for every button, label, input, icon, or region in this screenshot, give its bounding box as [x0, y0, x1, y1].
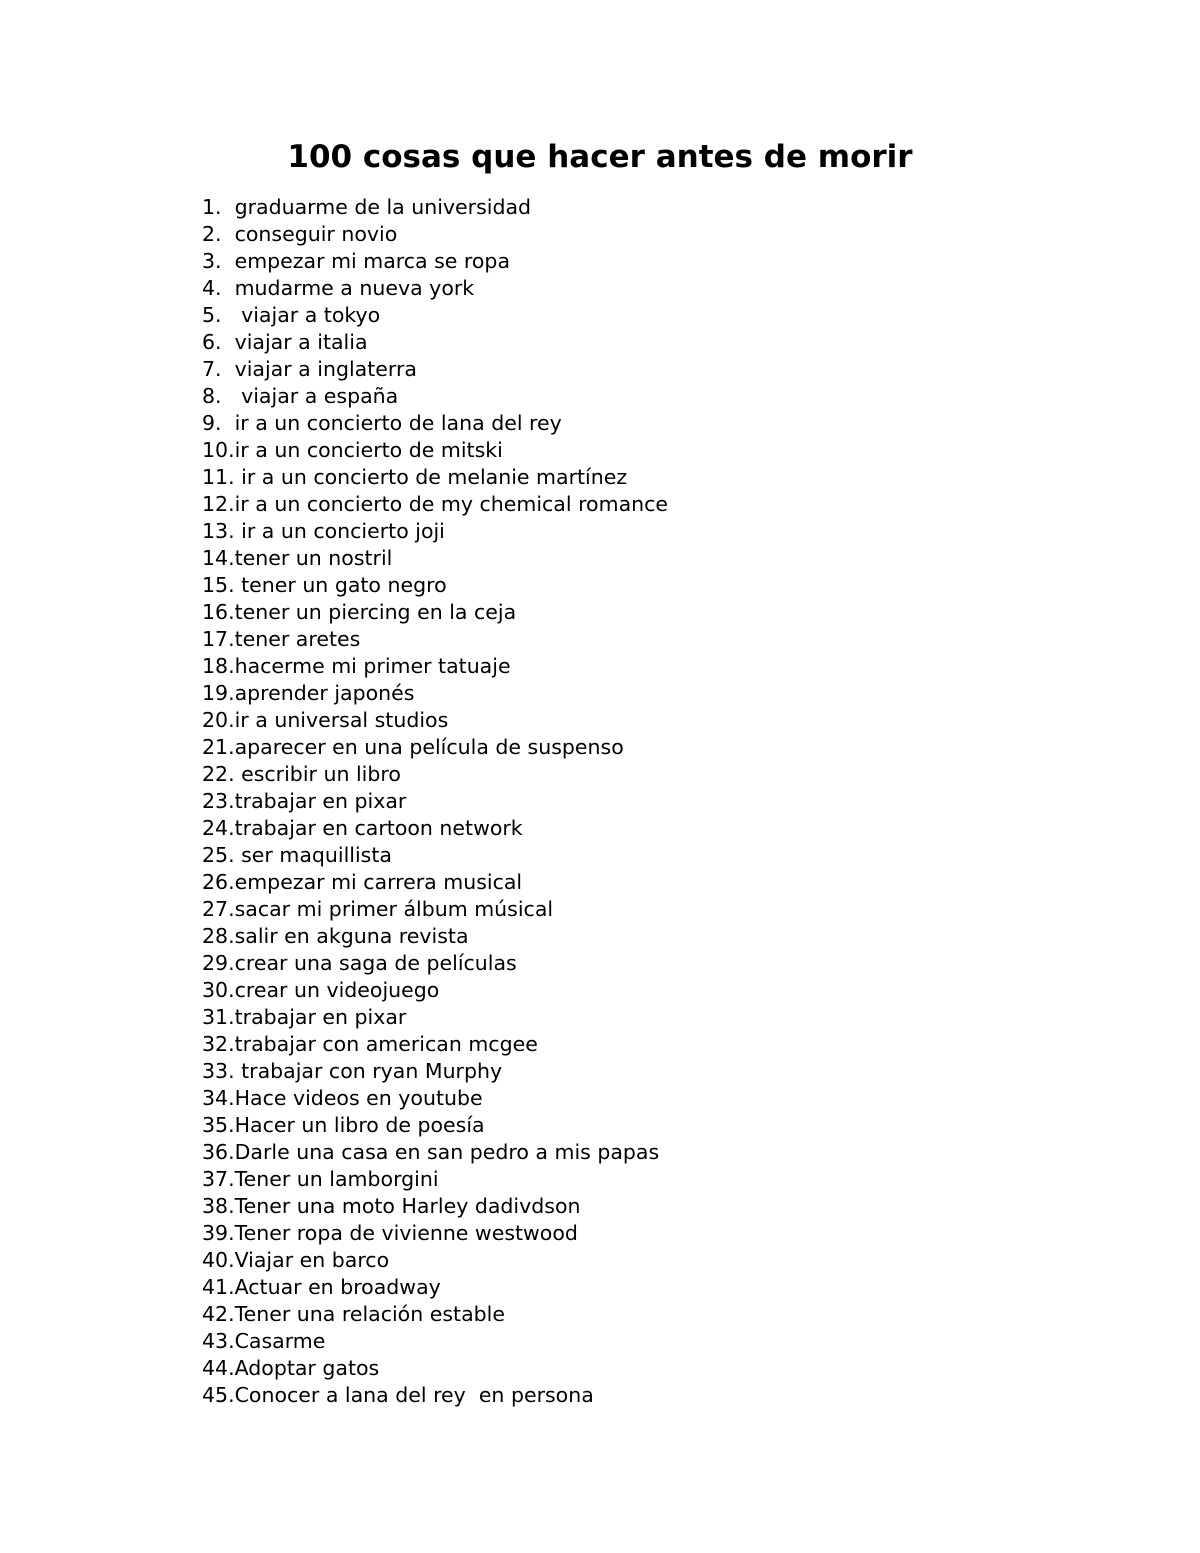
list-item: 7. viajar a inglaterra: [202, 357, 417, 381]
list-item: 44.Adoptar gatos: [202, 1356, 380, 1380]
list-item: 19.aprender japonés: [202, 681, 415, 705]
list-item: 37.Tener un lamborgini: [202, 1167, 439, 1191]
list-item: 10.ir a un concierto de mitski: [202, 438, 503, 462]
list-item: 22. escribir un libro: [202, 762, 401, 786]
list-item: 5. viajar a tokyo: [202, 303, 381, 327]
list-item: 12.ir a un concierto de my chemical romance: [202, 492, 669, 516]
list-item: 43.Casarme: [202, 1329, 326, 1353]
list-item: 40.Viajar en barco: [202, 1248, 390, 1272]
list-item: 42.Tener una relación estable: [202, 1302, 505, 1326]
list-item: 39.Tener ropa de vivienne westwood: [202, 1221, 578, 1245]
list-item: 24.trabajar en cartoon network: [202, 816, 523, 840]
list-item: 4. mudarme a nueva york: [202, 276, 475, 300]
list-item: 28.salir en akguna revista: [202, 924, 469, 948]
list-item: 29.crear una saga de películas: [202, 951, 517, 975]
list-item: 23.trabajar en pixar: [202, 789, 407, 813]
bucket-list: [202, 194, 668, 1409]
list-item: 41.Actuar en broadway: [202, 1275, 441, 1299]
list-item: 18.hacerme mi primer tatuaje: [202, 654, 511, 678]
list-item: 14.tener un nostril: [202, 546, 393, 570]
list-item: 20.ir a universal studios: [202, 708, 449, 732]
list-item: 32.trabajar con american mcgee: [202, 1032, 538, 1056]
list-item: 25. ser maquillista: [202, 843, 392, 867]
list-item: 27.sacar mi primer álbum músical: [202, 897, 554, 921]
list-item: 38.Tener una moto Harley dadivdson: [202, 1194, 581, 1218]
list-item: 33. trabajar con ryan Murphy: [202, 1059, 503, 1083]
list-item: 9. ir a un concierto de lana del rey: [202, 411, 562, 435]
list-item: 34.Hace videos en youtube: [202, 1086, 483, 1110]
list-item: 30.crear un videojuego: [202, 978, 440, 1002]
list-item: 3. empezar mi marca se ropa: [202, 249, 511, 273]
list-item: 17.tener aretes: [202, 627, 361, 651]
list-item: 11. ir a un concierto de melanie martínez: [202, 465, 628, 489]
list-item: 31.trabajar en pixar: [202, 1005, 407, 1029]
list-item: 15. tener un gato negro: [202, 573, 447, 597]
list-item: 6. viajar a italia: [202, 330, 368, 354]
list-item: 35.Hacer un libro de poesía: [202, 1113, 485, 1137]
list-item: 13. ir a un concierto joji: [202, 519, 445, 543]
list-item: 2. conseguir novio: [202, 222, 398, 246]
list-item: 45.Conocer a lana del rey en persona: [202, 1383, 594, 1407]
page-title: 100 cosas que hacer antes de morir: [287, 139, 913, 175]
list-item: 8. viajar a españa: [202, 384, 399, 408]
list-item: 36.Darle una casa en san pedro a mis papas: [202, 1140, 660, 1164]
list-item: 26.empezar mi carrera musical: [202, 870, 523, 894]
list-item: 1. graduarme de la universidad: [202, 195, 532, 219]
list-item: 21.aparecer en una película de suspenso: [202, 735, 624, 759]
list-item: 16.tener un piercing en la ceja: [202, 600, 517, 624]
